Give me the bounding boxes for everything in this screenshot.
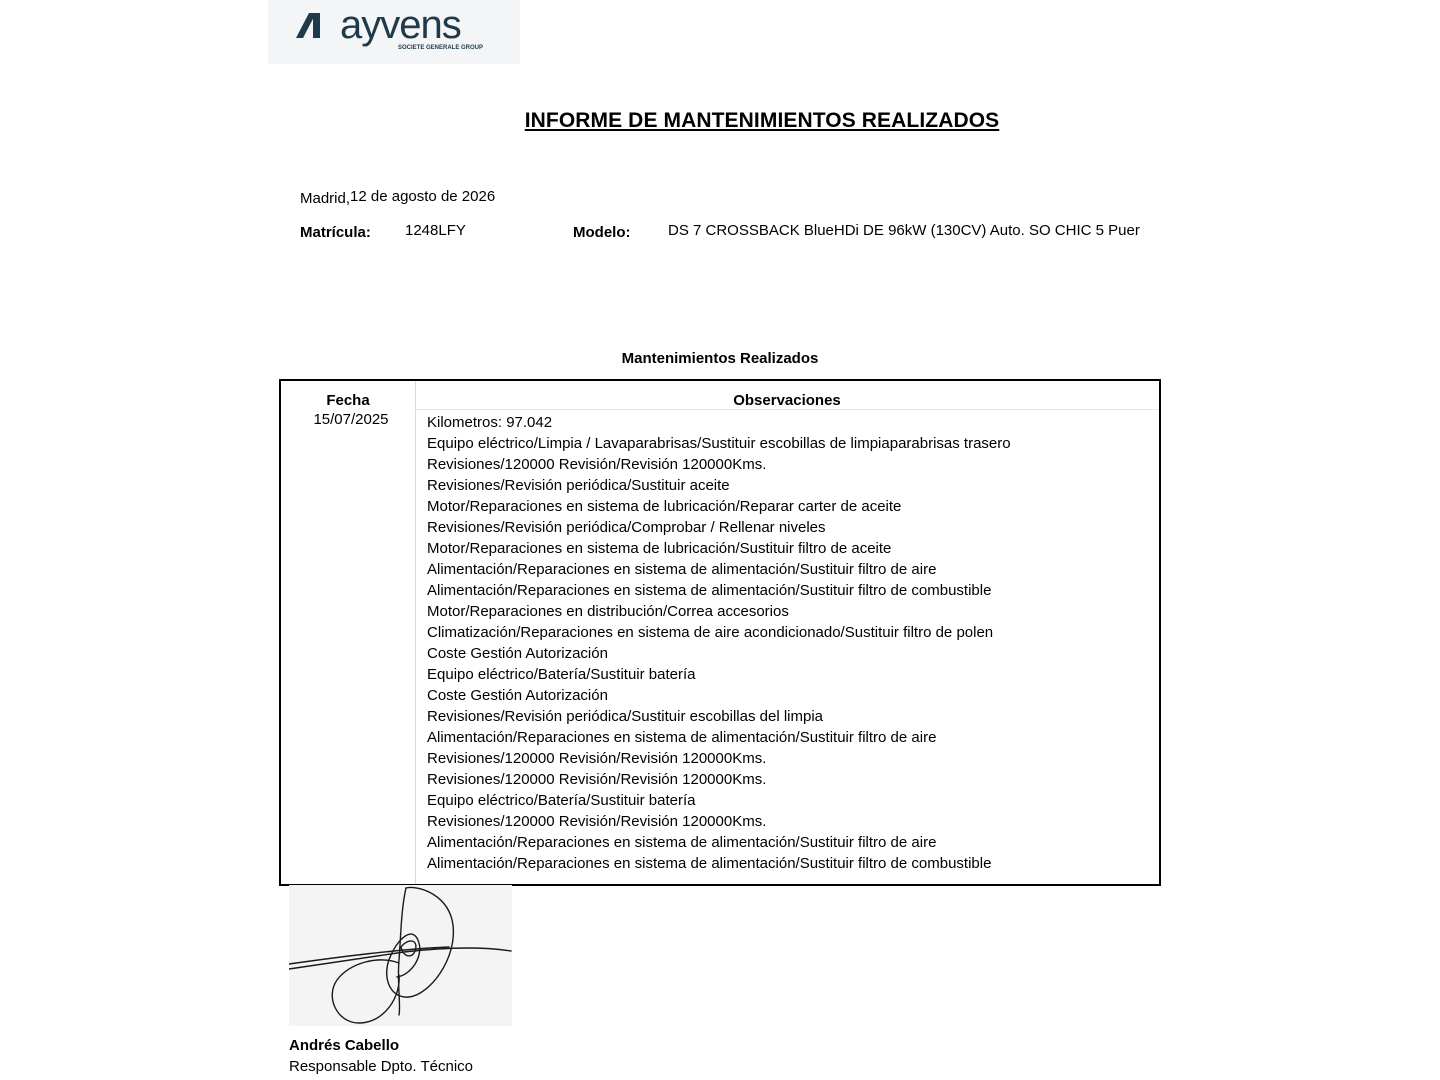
company-logo — [268, 0, 520, 64]
column-header-fecha: Fecha — [326, 392, 370, 409]
header-divider — [415, 409, 1159, 410]
place-and-date — [300, 190, 495, 207]
observation-line: Equipo eléctrico/Limpia / Lavaparabrisas/Sustituir escobillas de limpiaparabrisas trasero — [427, 435, 1011, 452]
observation-line: Motor/Reparaciones en sistema de lubricación/Sustituir filtro de aceite — [427, 540, 892, 557]
signer-name: Andrés Cabello — [289, 1037, 400, 1054]
observation-line: Alimentación/Reparaciones en sistema de alimentación/Sustituir filtro de combustible — [427, 582, 992, 599]
report-date: 12 de agosto de 2026 — [350, 188, 496, 205]
plate-value: 1248LFY — [405, 222, 466, 239]
observation-line: Equipo eléctrico/Batería/Sustituir batería — [427, 792, 696, 809]
column-header-observaciones: Observaciones — [733, 392, 841, 409]
plate-label: Matrícula: — [300, 224, 371, 241]
logo-tagline: SOCIETE GENERALE GROUP — [398, 45, 484, 51]
observation-line: Motor/Reparaciones en sistema de lubricación/Reparar carter de aceite — [427, 498, 902, 515]
observation-line: Alimentación/Reparaciones en sistema de alimentación/Sustituir filtro de aire — [427, 834, 937, 851]
observation-line: Kilometros: 97.042 — [427, 414, 553, 431]
observation-line: Revisiones/Revisión periódica/Sustituir aceite — [427, 477, 730, 494]
cell-fecha: 15/07/2025 — [313, 411, 389, 428]
observations-list — [427, 412, 1011, 874]
observation-line: Revisiones/Revisión periódica/Sustituir escobillas del limpia — [427, 708, 824, 725]
place: Madrid, — [300, 190, 351, 207]
document-title: INFORME DE MANTENIMIENTOS REALIZADOS — [524, 109, 1000, 132]
observation-line: Motor/Reparaciones en distribución/Correa accesorios — [427, 603, 789, 620]
handwritten-signature-icon — [289, 885, 512, 1026]
column-divider — [415, 381, 416, 884]
maintenance-table — [279, 379, 1161, 886]
signer-role: Responsable Dpto. Técnico — [289, 1058, 473, 1075]
ayvens-logo-icon — [268, 0, 520, 64]
logo-wordmark: ayvens — [340, 3, 461, 47]
observation-line: Revisiones/120000 Revisión/Revisión 120000Kms. — [427, 456, 767, 473]
observation-line: Alimentación/Reparaciones en sistema de alimentación/Sustituir filtro de aire — [427, 561, 937, 578]
observation-line: Equipo eléctrico/Batería/Sustituir batería — [427, 666, 696, 683]
observation-line: Revisiones/120000 Revisión/Revisión 120000Kms. — [427, 750, 767, 767]
observation-line: Coste Gestión Autorización — [427, 645, 608, 662]
observation-line: Revisiones/Revisión periódica/Comprobar / Rellenar niveles — [427, 519, 826, 536]
observation-line: Alimentación/Reparaciones en sistema de alimentación/Sustituir filtro de combustible — [427, 855, 992, 872]
model-label: Modelo: — [573, 224, 631, 241]
section-title: Mantenimientos Realizados — [621, 350, 819, 367]
observation-line: Climatización/Reparaciones en sistema de aire acondicionado/Sustituir filtro de polen — [427, 624, 994, 641]
observation-line: Coste Gestión Autorización — [427, 687, 608, 704]
observation-line: Revisiones/120000 Revisión/Revisión 120000Kms. — [427, 771, 767, 788]
model-value: DS 7 CROSSBACK BlueHDi DE 96kW (130CV) Auto. SO CHIC 5 Puer — [668, 222, 1140, 239]
signature — [289, 885, 512, 1026]
observation-line: Revisiones/120000 Revisión/Revisión 120000Kms. — [427, 813, 767, 830]
observation-line: Alimentación/Reparaciones en sistema de alimentación/Sustituir filtro de aire — [427, 729, 937, 746]
